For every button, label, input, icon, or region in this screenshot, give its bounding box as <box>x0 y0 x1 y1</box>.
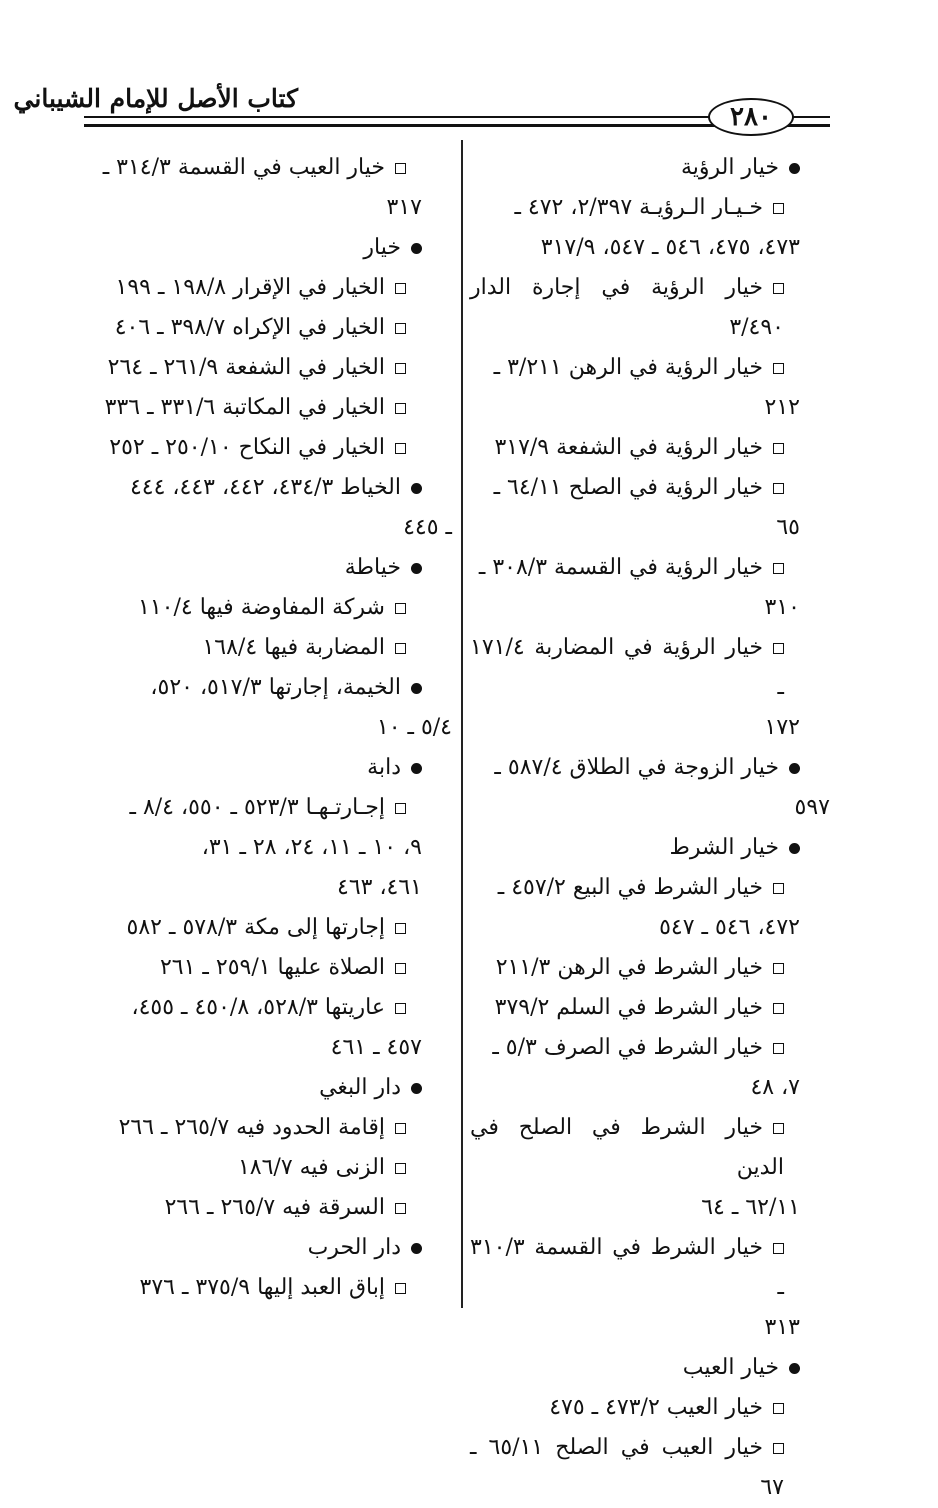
index-sub-entry <box>470 1028 830 1068</box>
index-entry-text: ٥٩٧ <box>794 795 830 820</box>
index-sub-entry <box>80 988 452 1028</box>
index-entry-text: خيار الشرط في القسمة ٣١٠/٣ ـ <box>470 1235 784 1300</box>
square-bullet-icon <box>773 483 784 494</box>
index-sub-entry <box>470 628 830 708</box>
index-sub-entry <box>470 1428 830 1508</box>
index-entry-text: الصلاة عليها ٢٥٩/١ ـ ٢٦١ <box>159 955 385 980</box>
square-bullet-icon <box>773 1403 784 1414</box>
index-entry-text: الخيار في المكاتبة ٣٣١/٦ ـ ٣٣٦ <box>104 395 385 420</box>
index-entry-text: الخيار في الشفعة ٢٦١/٩ ـ ٢٦٤ <box>107 355 385 380</box>
index-entry-text: الخيار في الإقرار ١٩٨/٨ ـ ١٩٩ <box>115 275 385 300</box>
index-entry-continuation <box>470 708 830 748</box>
index-entry-text: ٩، ١٠ ـ ١١، ٢٤، ٢٨ ـ ٣١، <box>201 835 422 860</box>
index-entry-text: ٦٥ <box>776 515 800 540</box>
index-sub-entry <box>470 948 830 988</box>
index-sub-entry <box>80 268 452 308</box>
index-entry-text: الخيار في النكاح ٢٥٠/١٠ ـ ٢٥٢ <box>109 435 385 460</box>
index-main-entry <box>470 1348 830 1388</box>
square-bullet-icon <box>395 963 406 974</box>
square-bullet-icon <box>773 563 784 574</box>
square-bullet-icon <box>773 1043 784 1054</box>
square-bullet-icon <box>773 883 784 894</box>
index-entry-text: خـيـار الـرؤيـة ٢/٣٩٧، ٤٧٢ ـ <box>514 195 763 220</box>
index-entry-text: ٤٦١، ٤٦٣ <box>337 875 422 900</box>
index-sub-entry <box>80 308 452 348</box>
square-bullet-icon <box>395 603 406 614</box>
square-bullet-icon <box>773 443 784 454</box>
index-sub-entry <box>80 908 452 948</box>
index-main-entry <box>80 468 452 508</box>
index-main-entry <box>470 148 830 188</box>
index-sub-entry <box>80 388 452 428</box>
index-entry-text: ٣١٧ <box>386 195 422 220</box>
square-bullet-icon <box>773 643 784 654</box>
index-entry-continuation <box>470 788 830 828</box>
index-entry-text: ١٧٢ <box>764 715 800 740</box>
bullet-icon <box>411 483 422 494</box>
index-main-entry <box>80 748 452 788</box>
index-main-entry <box>80 668 452 708</box>
index-entry-text: خيار الرؤية <box>680 155 779 180</box>
square-bullet-icon <box>395 1283 406 1294</box>
index-entry-text: خيار الشرط في السلم ٣٧٩/٢ <box>494 995 763 1020</box>
index-main-entry <box>80 1068 452 1108</box>
index-entry-text: الخيمة، إجارتها ٥١٧/٣، ٥٢٠، <box>150 675 401 700</box>
index-sub-entry <box>80 1108 452 1148</box>
index-entry-continuation <box>470 228 830 268</box>
index-entry-continuation <box>470 508 830 548</box>
square-bullet-icon <box>773 963 784 974</box>
index-entry-text: عاريتها ٥٢٨/٣، ٤٥٠/٨ ـ ٤٥٥، <box>131 995 385 1020</box>
index-entry-text: الزنى فيه ١٨٦/٧ <box>237 1155 385 1180</box>
index-entry-text: خيار الشرط في الرهن ٢١١/٣ <box>495 955 763 980</box>
square-bullet-icon <box>773 283 784 294</box>
square-bullet-icon <box>395 1163 406 1174</box>
bullet-icon <box>411 563 422 574</box>
bullet-icon <box>411 763 422 774</box>
square-bullet-icon <box>395 323 406 334</box>
page-header <box>0 0 938 140</box>
index-entry-text: إقامة الحدود فيه ٢٦٥/٧ ـ ٢٦٦ <box>118 1115 385 1140</box>
index-entry-text: ٤٧٣، ٤٧٥، ٥٤٦ ـ ٥٤٧، ٣١٧/٩ <box>540 235 800 260</box>
index-entry-text: دابة <box>367 755 401 780</box>
index-sub-entry <box>470 868 830 908</box>
index-entry-text: خيار الشرط <box>669 835 779 860</box>
index-sub-entry <box>80 948 452 988</box>
index-entry-text: خيار الرؤية في الشفعة ٣١٧/٩ <box>494 435 763 460</box>
index-sub-entry <box>470 1108 830 1188</box>
index-entry-continuation <box>470 1308 830 1348</box>
index-entry-text: خيار الرؤية في الرهن ٣/٢١١ ـ <box>493 355 763 380</box>
index-entry-text: خيار العيب ٤٧٣/٢ ـ ٤٧٥ <box>549 1395 763 1420</box>
index-entry-continuation <box>470 1188 830 1228</box>
index-entry-continuation <box>80 708 452 748</box>
index-entry-text: ٥/٤ ـ ١٠ <box>376 715 452 740</box>
index-entry-text: خيار الزوجة في الطلاق ٥٨٧/٤ ـ <box>494 755 779 780</box>
index-entry-continuation <box>80 828 452 868</box>
index-entry-text: خيار الشرط في الصلح في الدين <box>470 1115 784 1180</box>
index-entry-text: خيار العيب في القسمة ٣١٤/٣ ـ <box>102 155 385 180</box>
index-sub-entry <box>80 588 452 628</box>
index-entry-text: خيار الرؤية في القسمة ٣٠٨/٣ ـ <box>478 555 763 580</box>
index-entry-continuation <box>80 1028 452 1068</box>
index-entry-text: ٢١٢ <box>764 395 800 420</box>
index-main-entry <box>80 1228 452 1268</box>
page-number: ٢٨٠ <box>708 98 794 136</box>
index-entry-text: المضاربة فيها ١٦٨/٤ <box>202 635 385 660</box>
index-sub-entry <box>470 268 830 348</box>
square-bullet-icon <box>395 163 406 174</box>
index-sub-entry <box>470 428 830 468</box>
column-divider <box>461 140 463 1308</box>
index-entry-text: ٧، ٤٨ <box>750 1075 800 1100</box>
bullet-icon <box>411 1083 422 1094</box>
index-entry-text: خيار الرؤية في المضاربة ١٧١/٤ ـ <box>470 635 784 700</box>
square-bullet-icon <box>773 1003 784 1014</box>
index-entry-text: ٦٢/١١ ـ ٦٤ <box>701 1195 800 1220</box>
book-title: كتاب الأصل للإمام الشيباني <box>13 84 298 113</box>
index-sub-entry <box>470 348 830 388</box>
index-entry-text: السرقة فيه ٢٦٥/٧ ـ ٢٦٦ <box>164 1195 385 1220</box>
index-sub-entry <box>470 1388 830 1428</box>
square-bullet-icon <box>773 203 784 214</box>
bullet-icon <box>411 1243 422 1254</box>
index-entry-continuation <box>80 188 452 228</box>
index-entry-text: إجارتها إلى مكة ٥٧٨/٣ ـ ٥٨٢ <box>126 915 385 940</box>
bullet-icon <box>789 763 800 774</box>
index-sub-entry <box>470 548 830 588</box>
index-sub-entry <box>470 468 830 508</box>
square-bullet-icon <box>395 1003 406 1014</box>
index-entry-text: خيار الشرط في البيع ٤٥٧/٢ ـ <box>497 875 763 900</box>
index-column-left <box>80 148 452 1308</box>
square-bullet-icon <box>395 923 406 934</box>
square-bullet-icon <box>773 1243 784 1254</box>
index-main-entry <box>470 828 830 868</box>
index-entry-text: إباق العبد إليها ٣٧٥/٩ ـ ٣٧٦ <box>139 1275 385 1300</box>
index-main-entry <box>80 228 452 268</box>
square-bullet-icon <box>395 403 406 414</box>
index-entry-continuation <box>80 508 452 548</box>
square-bullet-icon <box>773 1443 784 1454</box>
index-entry-text: خياطة <box>344 555 401 580</box>
index-sub-entry <box>80 148 452 188</box>
index-sub-entry <box>470 988 830 1028</box>
bullet-icon <box>789 1363 800 1374</box>
square-bullet-icon <box>395 283 406 294</box>
bullet-icon <box>411 243 422 254</box>
index-entry-continuation <box>470 1068 830 1108</box>
index-entry-text: خيار العيب في الصلح ٦٥/١١ ـ ٦٧ <box>470 1435 784 1500</box>
square-bullet-icon <box>395 363 406 374</box>
square-bullet-icon <box>773 363 784 374</box>
index-sub-entry <box>470 1228 830 1308</box>
index-entry-text: دار الحرب <box>307 1235 401 1260</box>
index-entry-text: ٣١٠ <box>764 595 800 620</box>
index-entry-text: الخيار في الإكراه ٣٩٨/٧ ـ ٤٠٦ <box>114 315 385 340</box>
index-entry-text: خيار الرؤية في إجارة الدار ٣/٤٩٠ <box>470 275 784 340</box>
index-entry-text: خيار الشرط في الصرف ٥/٣ ـ <box>492 1035 763 1060</box>
bullet-icon <box>411 683 422 694</box>
index-entry-text: شركة المفاوضة فيها ١١٠/٤ <box>138 595 385 620</box>
index-entry-text: ٤٧٢، ٥٤٦ ـ ٥٤٧ <box>659 915 800 940</box>
index-entry-text: ٣١٣ <box>764 1315 800 1340</box>
index-sub-entry <box>80 428 452 468</box>
index-sub-entry <box>80 628 452 668</box>
index-entry-text: ٤٥٧ ـ ٤٦١ <box>330 1035 422 1060</box>
index-entry-text: خيار العيب <box>682 1355 779 1380</box>
index-entry-text: ـ ٤٤٥ <box>403 515 452 540</box>
index-sub-entry <box>470 188 830 228</box>
index-entry-text: دار البغي <box>319 1075 401 1100</box>
index-sub-entry <box>80 1188 452 1228</box>
square-bullet-icon <box>395 1123 406 1134</box>
index-main-entry <box>80 548 452 588</box>
square-bullet-icon <box>395 643 406 654</box>
index-sub-entry <box>80 788 452 828</box>
index-entry-text: الخياط ٤٣٤/٣، ٤٤٢، ٤٤٣، ٤٤٤ <box>129 475 401 500</box>
index-sub-entry <box>80 1268 452 1308</box>
square-bullet-icon <box>395 443 406 454</box>
index-entry-continuation <box>470 588 830 628</box>
index-entry-text: خيار <box>363 235 401 260</box>
index-entry-text: إجـارتـهـا ٥٢٣/٣ ـ ٥٥٠، ٨/٤ ـ <box>129 795 385 820</box>
index-sub-entry <box>80 348 452 388</box>
square-bullet-icon <box>395 1203 406 1214</box>
index-column-right <box>470 148 830 1508</box>
index-main-entry <box>470 748 830 788</box>
index-entry-text: خيار الرؤية في الصلح ٦٤/١١ ـ <box>493 475 763 500</box>
index-sub-entry <box>80 1148 452 1188</box>
index-entry-continuation <box>80 868 452 908</box>
square-bullet-icon <box>395 803 406 814</box>
bullet-icon <box>789 843 800 854</box>
bullet-icon <box>789 163 800 174</box>
index-entry-continuation <box>470 388 830 428</box>
square-bullet-icon <box>773 1123 784 1134</box>
index-entry-continuation <box>470 908 830 948</box>
